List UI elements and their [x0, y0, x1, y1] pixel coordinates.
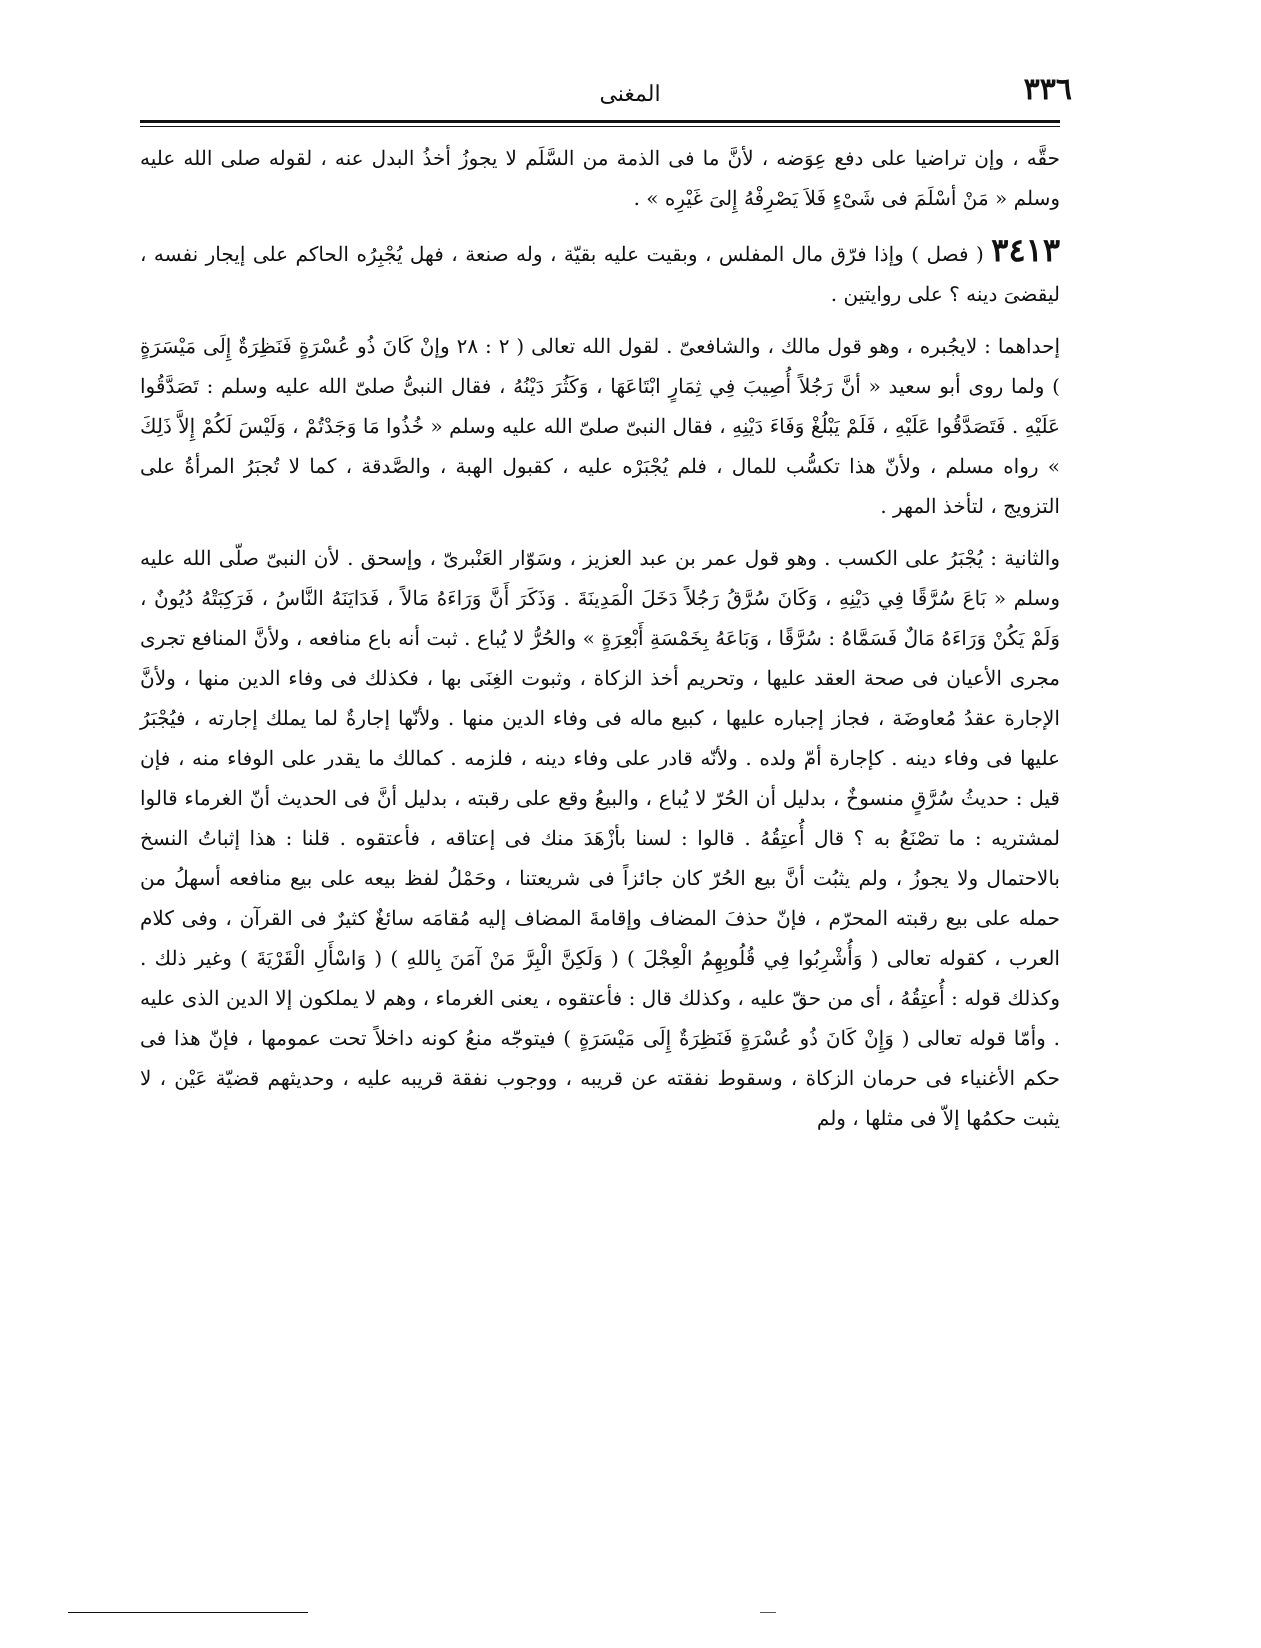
header-rule: [140, 120, 1060, 127]
paragraph-3-text: إحداهما : لايجُبره ، وهو قول مالك ، والشافعىّ . لقول الله تعالى ( ٢ : ٢٨ وإنْ كَانَ ذُو عُسْرَةٍ فَنَظِرَةٌ إِلَى مَيْسَرَةٍ ) ولما روى أبو سعيد « أنَّ رَجُلاً أُصِيبَ فِي ثِمَارٍ ابْتَاعَهَا ، وَكَثُرَ دَيْنُهُ ، فقال النبىُّ صلىّ الله عليه وسلم : تَصَدَّقُوا عَلَيْهِ . فَتَصَدَّقُوا عَلَيْهِ ، فَلَمْ يَبْلُغْ وَفَاءَ دَيْنِهِ ، فقال النبىّ صلىّ الله عليه وسلم « خُذُوا مَا وَجَدْتُمْ ، وَلَيْسَ لَكُمْ إِلاَّ ذَلِكَ » رواه مسلم ، ولأنّ هذا تكسُّب للمال ، فلم يُجْبَرْه عليه ، كقبول الهبة ، والصَّدقة ، كما لا تُجبَرُ المرأةُ على التزويج ، لتأخذ المهر .: [140, 334, 1061, 518]
section-number: ٣٤١٣: [991, 231, 1061, 269]
paragraph-4-text: والثانية : يُجْبَرُ على الكسب . وهو قول عمر بن عبد العزيز ، وسَوّار العَنْبرىّ ، وإسحق . لأن النبىّ صلّى الله عليه وسلم « بَاعَ سُرَّقًا فِي دَيْنِهِ ، وَكَانَ سُرَّقُ رَجُلاً دَخَلَ الْمَدِينَةَ . وَذَكَرَ أَنَّ وَرَاءَهُ مَالاً ، فَدَايَنَهُ النَّاسُ ، فَرَكِبَتْهُ دُيُونٌ ، وَلَمْ يَكُنْ وَرَاءَهُ مَالٌ فَسَمَّاهُ : سُرَّقًا ، وَبَاعَهُ بِخَمْسَةِ أَبْعِرَةٍ » والحُرُّ لا يُباع . ثبت أنه باع منافعه ، ولأنَّ المنافع تجرى مجرى الأعيان فى صحة العقد عليها ، وتحريم أخذ الزكاة ، وثبوت الغِنَى بها ، فكذلك فى وفاء الدين منها ، ولأنَّ الإجارة عقدُ مُعاوضَة ، فجاز إجباره عليها ، كبيع ماله فى وفاء الدين منها . ولأنّها إجارةٌ لما يملك إجارته ، فيُجْبَرُ عليها فى وفاء دينه . كإجارة أمّ ولده . ولأنّه قادر على وفاء دينه ، فلزمه . كمالك ما يقدر على الوفاء منه ، فإن قيل : حديثُ سُرَّقٍ منسوخٌ ، بدليل أن الحُرّ لا يُباع ، والبيعُ وقع على رقبته ، بدليل أنَّ فى الحديث أنّ الغرماء قالوا لمشتريه : ما تصْنَعُ به ؟ قال أُعتِقُهُ . قالوا : لسنا بأزْهَدَ منك فى إعتاقه ، فأعتقوه . قلنا : هذا إثباتُ النسخ بالاحتمال ولا يجوزُ ، ولم يثبُت أنَّ بيع الحُرّ كان جائزاً فى شريعتنا ، وحَمْلُ لفظ بيعه على بيع منافعه أسهلُ من حمله على بيع رقبته المحرّم ، فإنّ حذفَ المضاف وإقامةَ المضاف إليه مُقامَه سائغٌ كثيرٌ فى القرآن ، وفى كلام العرب ، كقوله تعالى ( وَأُشْرِبُوا فِي قُلُوبِهِمُ الْعِجْلَ ) ( وَلَكِنَّ الْبِرَّ مَنْ آمَنَ بِاللهِ ) ( وَاسْأَلِ الْقَرْيَةَ ) وغير ذلك . وكذلك قوله : أُعتِقُهُ ، أى من حقّ عليه ، وكذلك قال : فأعتقوه ، يعنى الغرماء ، وهم لا يملكون إلا الدين الذى عليه . وأمّا قوله تعالى ( وَإِنْ كَانَ ذُو عُسْرَةٍ فَنَظِرَةٌ إِلَى مَيْسَرَةٍ ) فيتوجّه منعُ كونه داخلاً تحت عمومها ، فإنّ هذا فى حكم الأغنياء فى حرمان الزكاة ، وسقوط نفقته عن قريبه ، ووجوب نفقة قريبه عليه ، وحديثهم قضيّة عَيْن ، لا يثبت حكمُها إلاّ فى مثلها ، ولم: [140, 546, 1061, 1130]
page-body: [140, 138, 1060, 1150]
footer-dash: [760, 1612, 776, 1613]
running-title: المغنى: [599, 82, 661, 107]
paragraph-4: [140, 538, 1060, 1138]
page-number: ٣٣٦: [1023, 72, 1072, 107]
paragraph-3: [140, 326, 1060, 526]
paragraph-2: [140, 230, 1060, 314]
footnote-rule: [68, 1612, 308, 1613]
paragraph-1-text: حقَّه ، وإن تراضيا على دفع عِوَضه ، لأنَّ ما فى الذمة من السَّلَم لا يجوزُ أخذُ البدل عنه ، لقوله صلى الله عليه وسلم « مَنْ أسْلَمَ فى شَىْءٍ فَلاَ يَصْرِفْهُ إِلىَ غَيْرِه » .: [140, 146, 1060, 210]
paragraph-1: [140, 138, 1060, 218]
paragraph-2-text: ( فصل ) وإذا فرّق مال المفلس ، وبقيت عليه بقيّة ، وله صنعة ، فهل يُجْبِرُه الحاكم على إيجار نفسه ، ليقضىَ دينه ؟ على روايتين .: [140, 242, 1060, 306]
